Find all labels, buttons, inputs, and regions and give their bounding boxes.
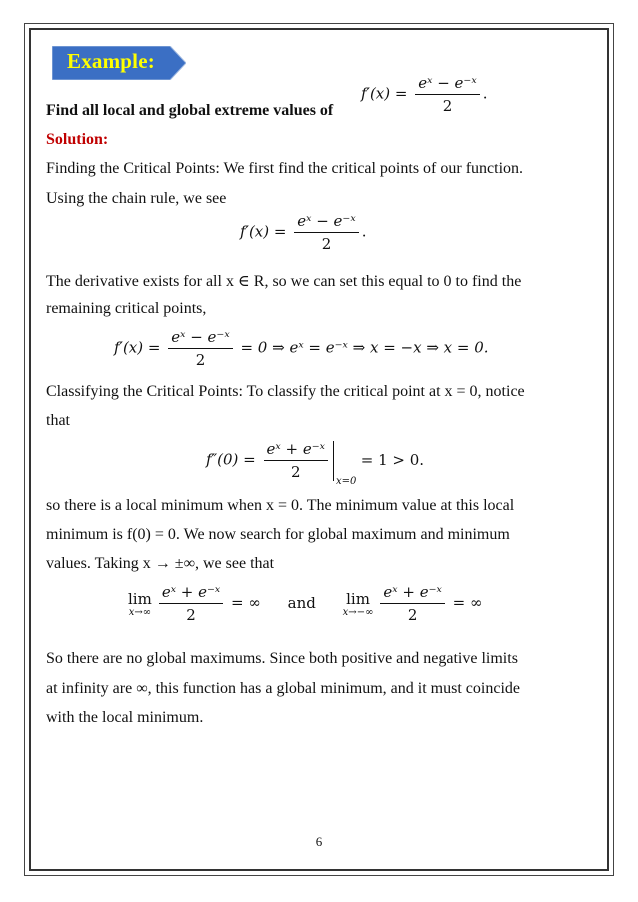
equation-lhs: f′(x) = (114, 338, 161, 357)
paragraph-line: so there is a local minimum when x = 0. The minimum value at this local (46, 497, 515, 514)
equation-denominator: 2 (195, 351, 206, 369)
limit-word: lim (346, 589, 370, 608)
equation-critical-point (114, 328, 489, 369)
equation-fraction (168, 328, 232, 369)
header-formula-denominator: 2 (442, 97, 453, 115)
solution-label: Solution: (46, 131, 109, 148)
equation-rest: = 1 > 0. (360, 450, 425, 469)
equation-lhs: f′(x) = (240, 222, 287, 241)
paragraph-line: with the local minimum. (46, 709, 204, 726)
limit-result: = ∞ (452, 593, 483, 612)
equation-second-derivative (206, 440, 425, 487)
limit-result: = ∞ (231, 593, 261, 612)
problem-statement: Find all local and global extreme values of (46, 102, 334, 119)
limit-operator (128, 590, 152, 618)
paragraph-line: minimum is f(0) = 0. We now search for global maximum and minimum (46, 526, 510, 543)
header-formula-fraction (415, 74, 479, 115)
paragraph-line: So there are no global maximums. Since both positive and negative limits (46, 650, 518, 667)
equation-limits (128, 583, 482, 624)
equation-fraction (159, 583, 223, 624)
paragraph-line: Finding the Critical Points: We first find the critical points of our function. (46, 160, 524, 177)
equation-numerator: eˣ − e⁻ˣ (168, 328, 232, 349)
equation-tail: . (361, 222, 367, 241)
equation-denominator: 2 (186, 606, 196, 624)
limit-operator (343, 590, 374, 618)
equation-denominator: 2 (321, 235, 332, 253)
paragraph-line: Classifying the Critical Points: To classify the critical point at x = 0, notice (46, 383, 525, 400)
limit-word: lim (128, 589, 152, 608)
equation-fraction (380, 583, 444, 624)
paragraph-line: Using the chain rule, we see (46, 190, 227, 207)
header-formula (361, 74, 487, 115)
evaluation-bar (333, 441, 357, 487)
paragraph-line: values. Taking x → ±∞, we see that (46, 555, 275, 572)
equation-fraction (264, 440, 328, 481)
header-formula-numerator: eˣ − e⁻ˣ (415, 74, 479, 95)
equation-lhs: f″(0) = (206, 450, 256, 469)
paragraph-line: at infinity are ∞, this function has a global minimum, and it must coincide (46, 680, 520, 697)
header-formula-tail: . (482, 84, 488, 103)
equation-denominator: 2 (290, 463, 301, 481)
example-label: Example: (67, 49, 155, 73)
limit-subscript: x→∞ (128, 606, 152, 618)
equation-derivative (240, 212, 366, 253)
equation-denominator: 2 (407, 606, 418, 624)
equation-fraction (294, 212, 358, 253)
equation-numerator: eˣ + e⁻ˣ (264, 440, 328, 461)
evaluation-point: x=0 (335, 475, 357, 487)
paragraph-line: that (46, 412, 70, 429)
header-formula-lhs: f′(x) = (361, 84, 408, 103)
paragraph-line: The derivative exists for all x ∈ R, so we can set this equal to 0 to find the (46, 273, 522, 290)
conjunction-and: and (287, 593, 316, 612)
equation-rest: = 0 ⇒ eˣ = e⁻ˣ ⇒ x = −x ⇒ x = 0. (240, 338, 489, 357)
equation-numerator: eˣ − e⁻ˣ (294, 212, 358, 233)
paragraph-line: remaining critical points, (46, 300, 207, 317)
equation-numerator: eˣ + e⁻ˣ (380, 583, 444, 604)
limit-subscript: x→−∞ (342, 606, 374, 618)
example-tag (52, 46, 186, 80)
equation-numerator: eˣ + e⁻ˣ (159, 583, 223, 604)
page-number: 6 (315, 834, 323, 849)
